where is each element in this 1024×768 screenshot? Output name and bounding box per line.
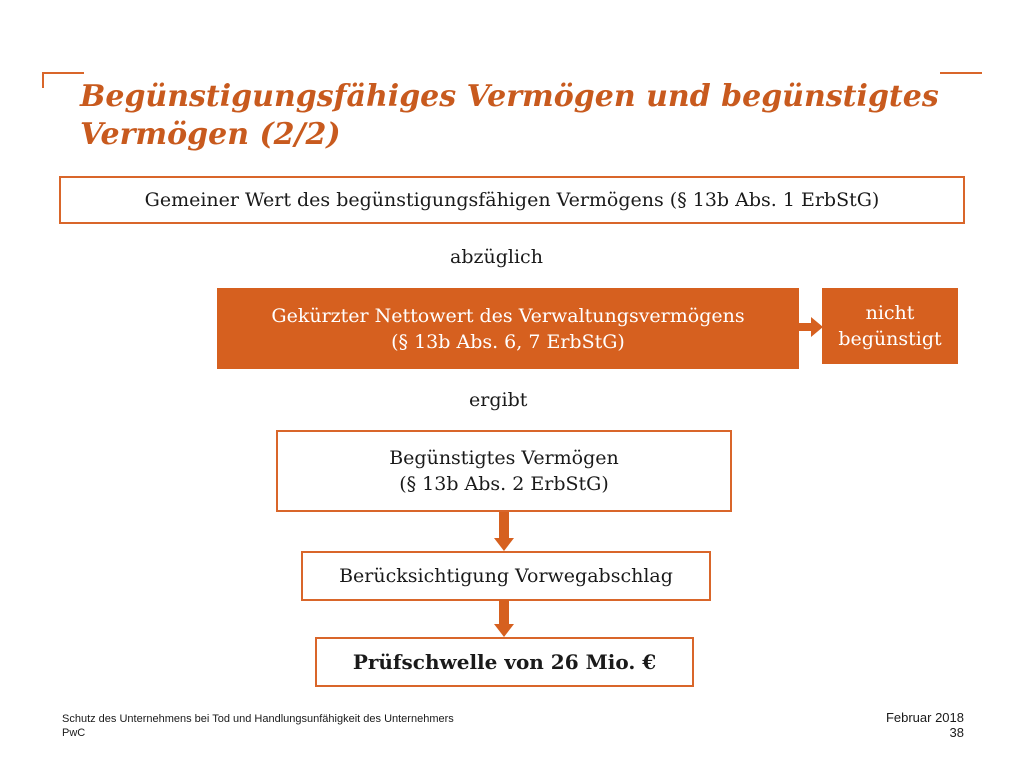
box-pruefschwelle (315, 637, 694, 687)
arrow-down-icon (493, 600, 515, 638)
arrow-down-icon (493, 512, 515, 552)
box-beguenstigtes-vermoegen (276, 430, 732, 512)
box-nicht-beguenstigt (822, 288, 958, 364)
box-verwaltungsvermoegen (217, 288, 799, 369)
box-nicht-beguenstigt-line2: begünstigt (838, 328, 942, 350)
box-gemeiner-wert (59, 176, 965, 224)
footer-subtitle: Schutz des Unternehmens bei Tod und Handlungsunfähigkeit des Unternehmers (62, 713, 454, 725)
box-verwaltungsvermoegen-line1: Gekürzter Nettowert des Verwaltungsvermögens (271, 304, 745, 327)
footer-page-number: 38 (949, 725, 964, 740)
label-ergibt: ergibt (469, 389, 528, 411)
box-pruefschwelle-text: Prüfschwelle von 26 Mio. € (352, 650, 657, 674)
footer-right (886, 710, 964, 740)
box-vorwegabschlag-text: Berücksichtigung Vorwegabschlag (339, 565, 673, 587)
footer-date: Februar 2018 (885, 710, 964, 725)
footer-left (62, 712, 454, 740)
corner-line-right (940, 72, 982, 74)
box-beguenstigtes-vermoegen-line2: (§ 13b Abs. 2 ErbStG) (399, 473, 609, 495)
corner-line-left-horizontal (42, 72, 84, 74)
label-abzueglich: abzüglich (450, 246, 543, 268)
footer-company: PwC (62, 727, 86, 739)
box-nicht-beguenstigt-line1: nicht (865, 302, 915, 324)
box-gemeiner-wert-text: Gemeiner Wert des begünstigungsfähigen Vermögens (§ 13b Abs. 1 ErbStG) (144, 189, 880, 211)
box-vorwegabschlag (301, 551, 711, 601)
slide-title: Begünstigungsfähiges Vermögen und begünstigtes Vermögen (2/2) (80, 79, 939, 152)
box-verwaltungsvermoegen-line2: (§ 13b Abs. 6, 7 ErbStG) (391, 330, 625, 353)
corner-line-left (42, 72, 44, 88)
arrow-right-icon (798, 314, 824, 340)
box-beguenstigtes-vermoegen-line1: Begünstigtes Vermögen (389, 447, 619, 469)
